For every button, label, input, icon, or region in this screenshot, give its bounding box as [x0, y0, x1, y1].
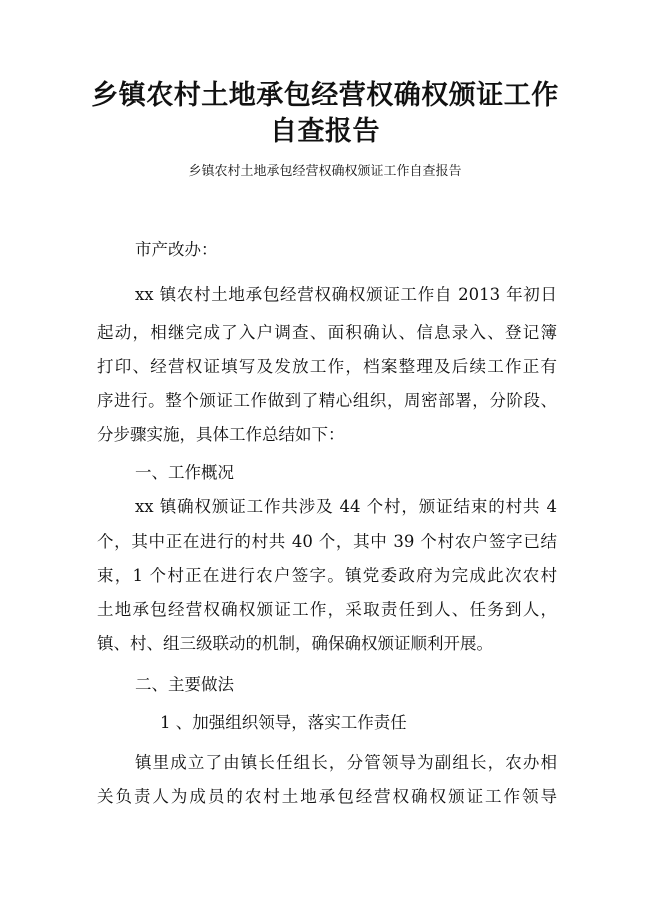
paragraph1-line-5: 分步骤实施，具体工作总结如下： — [97, 425, 345, 444]
title-line-2: 自查报告 — [270, 116, 380, 147]
paragraph3-line-2: 关负责人为成员的农村土地承包经营权确权颁证工作领导 — [97, 787, 557, 806]
paragraph1-line-4: 序进行。整个颁证工作做到了精心组织，周密部署，分阶段、 — [97, 391, 557, 410]
document-subtitle: 乡镇农村土地承包经营权确权颁证工作自查报告 — [188, 164, 462, 179]
paragraph2-line-2: 个，其中正在进行的村共 40 个，其中 39 个村农户签字已结 — [97, 532, 557, 551]
subsection-heading-1: 1 、加强组织领导，落实工作责任 — [160, 713, 407, 732]
salutation: 市产改办： — [135, 240, 218, 259]
paragraph1-line-3: 打印、经营权证填写及发放工作，档案整理及后续工作正有 — [97, 357, 557, 376]
paragraph1-line-2: 起动，相继完成了入户调查、面积确认、信息录入、登记簿 — [97, 323, 557, 342]
paragraph3-line-1: 镇里成立了由镇长任组长，分管领导为副组长，农办相 — [135, 753, 557, 772]
paragraph2-line-4: 土地承包经营权确权颁证工作，采取责任到人、任务到人， — [97, 600, 557, 619]
paragraph1-line-1: xx 镇农村土地承包经营权确权颁证工作自 2013 年初日 — [135, 285, 557, 304]
section-heading-1: 一、工作概况 — [135, 463, 234, 482]
section-heading-2: 二、主要做法 — [135, 675, 234, 694]
paragraph2-line-1: xx 镇确权颁证工作共涉及 44 个村，颁证结束的村共 4 — [135, 497, 557, 516]
paragraph2-line-3: 束，1 个村正在进行农户签字。镇党委政府为完成此次农村 — [97, 566, 557, 585]
title-line-1: 乡镇农村土地承包经营权确权颁证工作 — [91, 80, 559, 111]
paragraph2-line-5: 镇、村、组三级联动的机制，确保确权颁证顺利开展。 — [97, 634, 493, 653]
document-title — [40, 78, 610, 150]
